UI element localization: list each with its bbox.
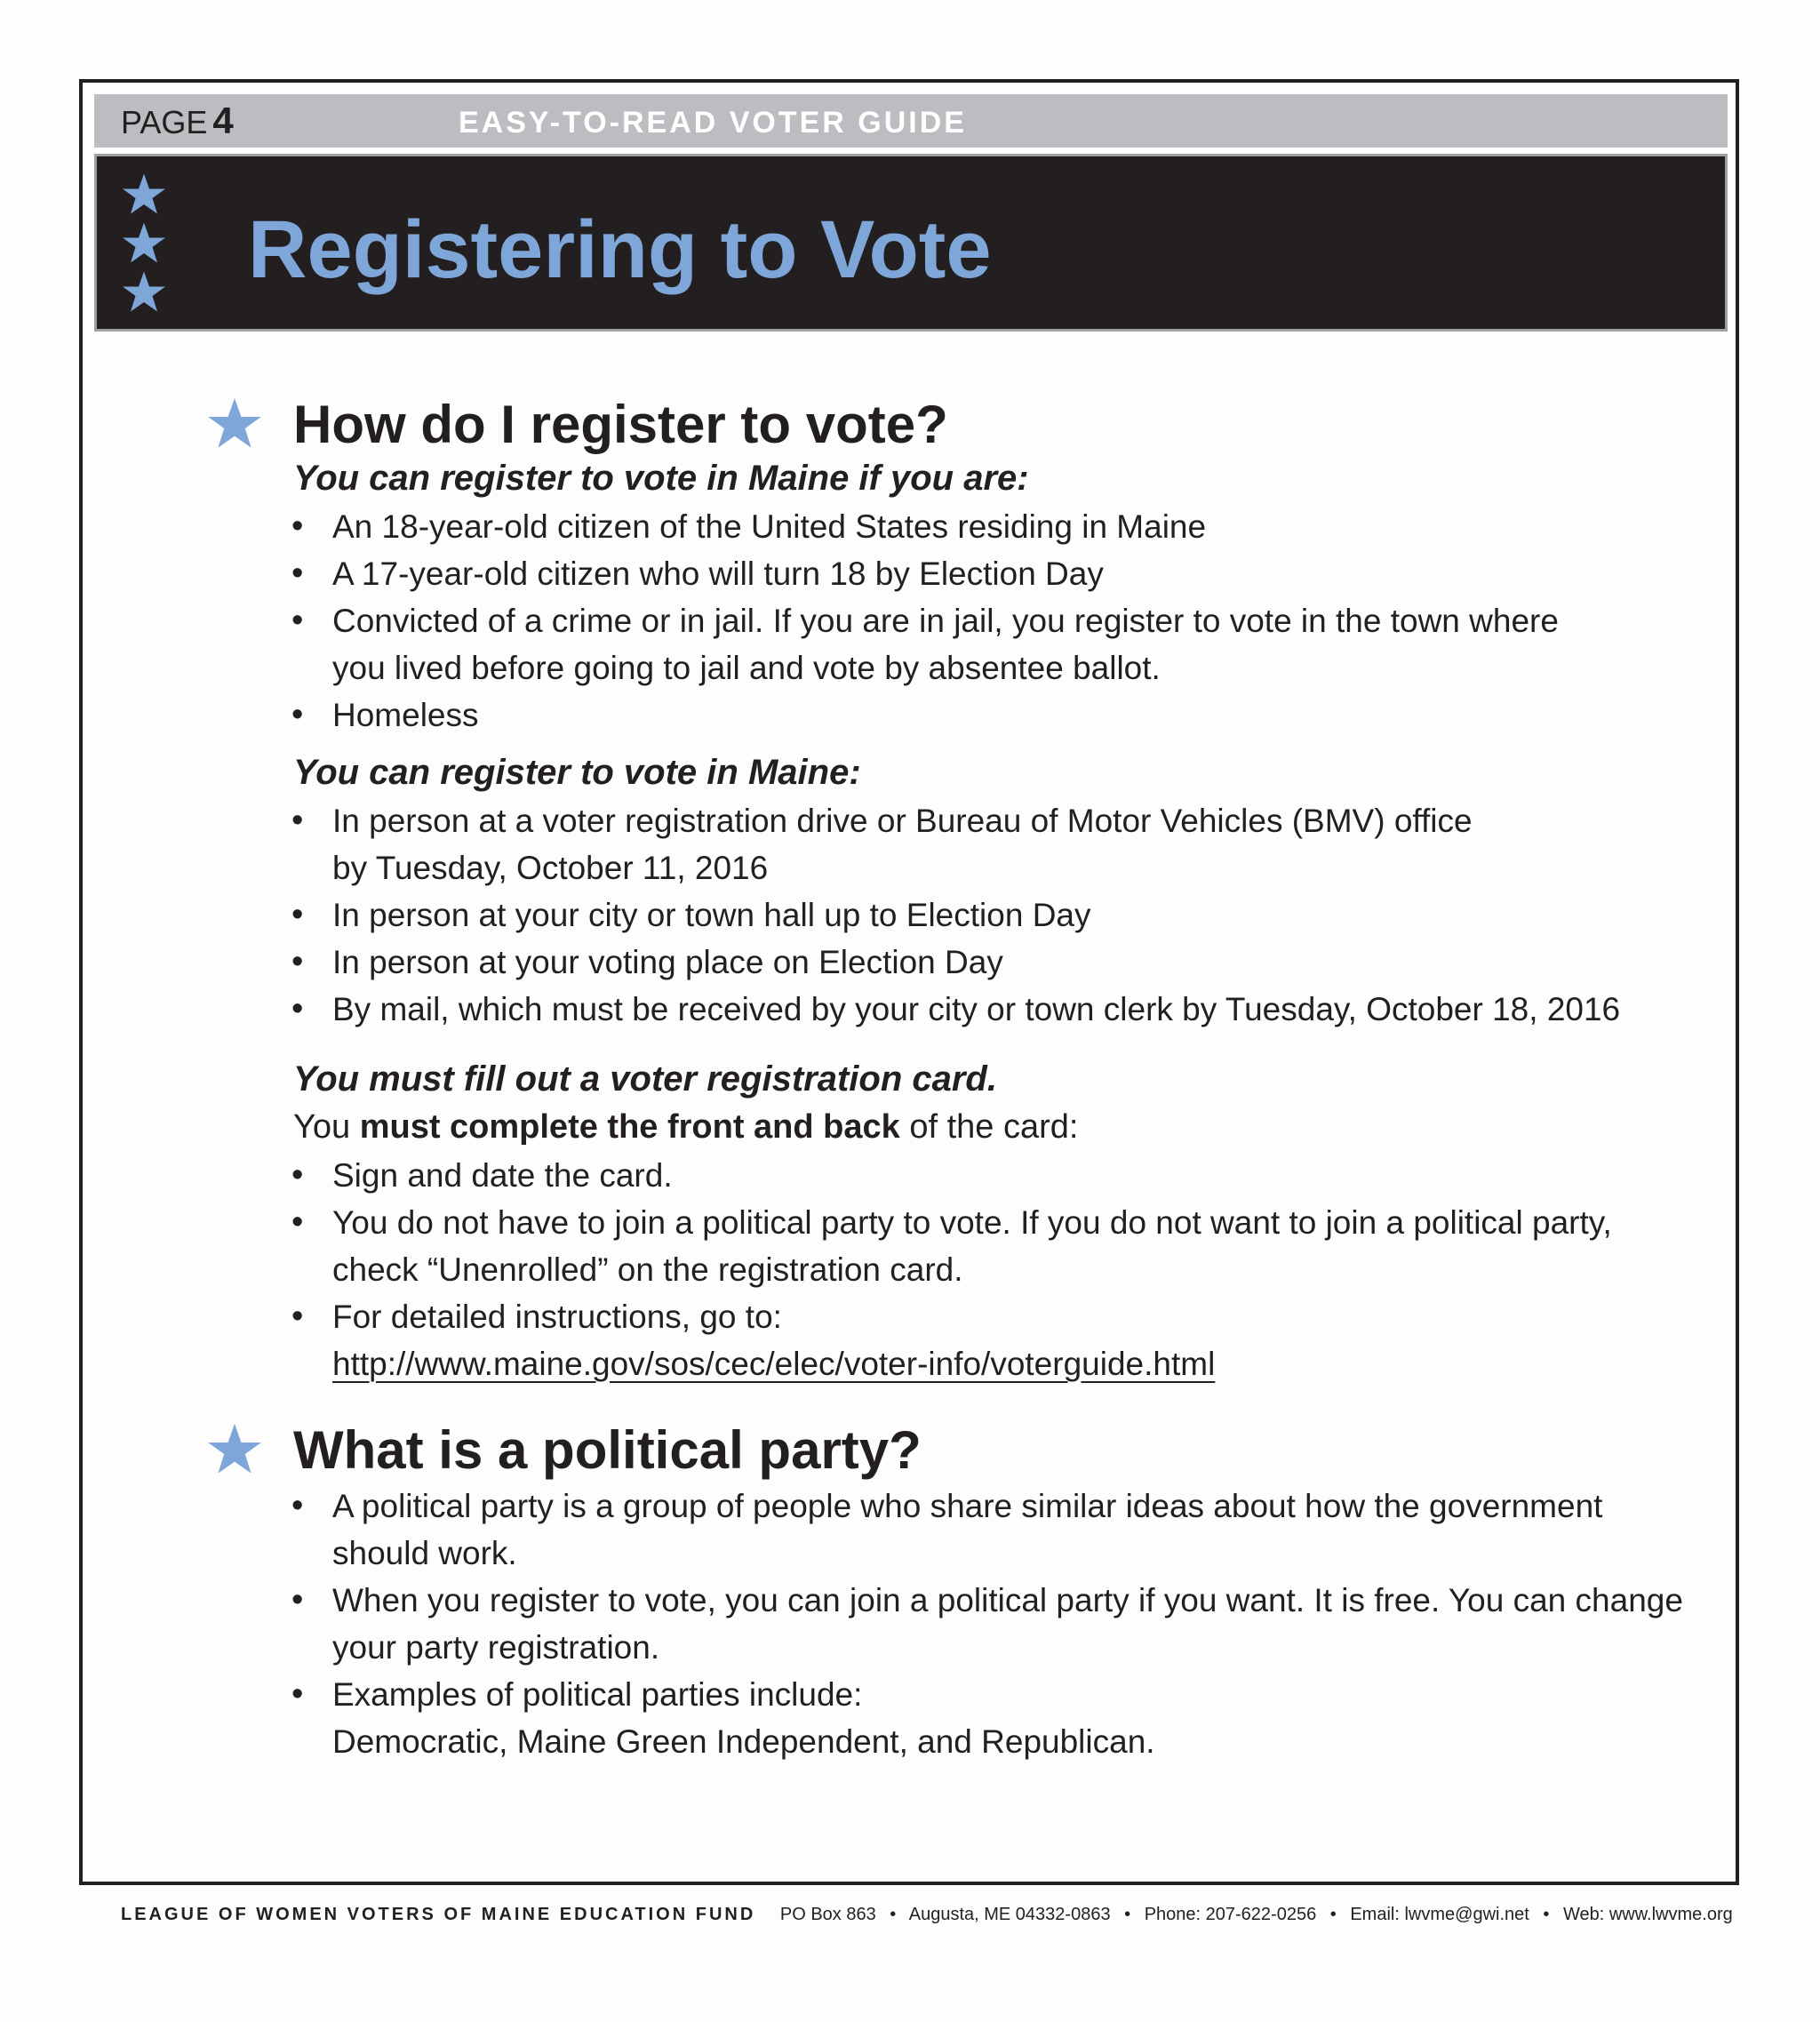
list-item: By mail, which must be received by your city or town clerk by Tuesday, October 18, 2016 — [332, 991, 1621, 1027]
title-banner — [94, 154, 1728, 332]
list-item: In person at a voter registration drive or Bureau of Motor Vehicles (BMV) office by Tuesday, October 11, 2016 — [332, 803, 1473, 886]
list-item: Convicted of a crime or in jail. If you are in jail, you register to vote in the town where you lived before going to jail and vote by absentee ballot. — [332, 603, 1559, 686]
star-icon — [122, 270, 166, 315]
footer-email[interactable]: Email: lwvme@gwi.net — [1350, 1905, 1529, 1924]
section-heading: How do I register to vote? — [293, 395, 948, 454]
star-icon — [122, 221, 166, 266]
footer-org: LEAGUE OF WOMEN VOTERS OF MAINE EDUCATION FUND — [121, 1905, 756, 1924]
footer-city: Augusta, ME 04332-0863 — [908, 1905, 1111, 1924]
card-intro: You must complete the front and back of the card: — [293, 1108, 1079, 1146]
footer-po-box: PO Box 863 — [779, 1905, 876, 1924]
list-item: You do not have to join a political party to vote. If you do not want to join a political party, check “Unenrolled” on the registration card. — [332, 1204, 1612, 1288]
star-icon — [122, 172, 166, 217]
list-item: An 18-year-old citizen of the United States residing in Maine — [332, 508, 1207, 545]
page-number-label — [121, 100, 234, 144]
list-item: In person at your city or town hall up to Election Day — [332, 897, 1091, 933]
list-item: When you register to vote, you can join a political party if you want. It is free. You can change your party registration. — [332, 1582, 1683, 1666]
page-title: Registering to Vote — [248, 204, 992, 295]
star-icon — [206, 1422, 263, 1477]
footer-phone: Phone: 207-622-0256 — [1144, 1905, 1317, 1924]
page-header-bar — [94, 94, 1728, 148]
list-item: In person at your voting place on Election Day — [332, 944, 1003, 980]
star-icon — [206, 396, 263, 452]
voter-guide-link[interactable]: http://www.maine.gov/sos/cec/elec/voter-info/voterguide.html — [332, 1346, 1216, 1382]
list-item: For detailed instructions, go to: — [332, 1299, 782, 1335]
subheading-eligibility: You can register to vote in Maine if you are: — [293, 459, 1029, 498]
list-item: Examples of political parties include: — [332, 1676, 863, 1713]
page-label-text: PAGE — [121, 104, 208, 140]
footer-web[interactable]: Web: www.lwvme.org — [1562, 1905, 1733, 1924]
list-item: A political party is a group of people who share similar ideas about how the government should work. — [332, 1488, 1603, 1571]
list-item: Homeless — [332, 697, 479, 733]
page-footer: LEAGUE OF WOMEN VOTERS OF MAINE EDUCATION FUND PO Box 863 • Augusta, ME 04332-0863 • Phone: 207-622-0256 • Email: lwvme@gwi.net • Web: www.lwvme.org — [121, 1905, 1733, 1924]
party-examples: Democratic, Maine Green Independent, and Republican. — [332, 1723, 1155, 1760]
list-item: A 17-year-old citizen who will turn 18 by Election Day — [332, 555, 1104, 592]
subheading-methods: You can register to vote in Maine: — [293, 753, 861, 792]
voter-guide-link-line — [332, 1340, 1683, 1387]
list-item: Sign and date the card. — [332, 1157, 673, 1194]
guide-title: EASY-TO-READ VOTER GUIDE — [459, 106, 967, 140]
subheading-card: You must fill out a voter registration card. — [293, 1059, 997, 1099]
page-number: 4 — [212, 100, 234, 141]
section-heading: What is a political party? — [293, 1420, 922, 1480]
